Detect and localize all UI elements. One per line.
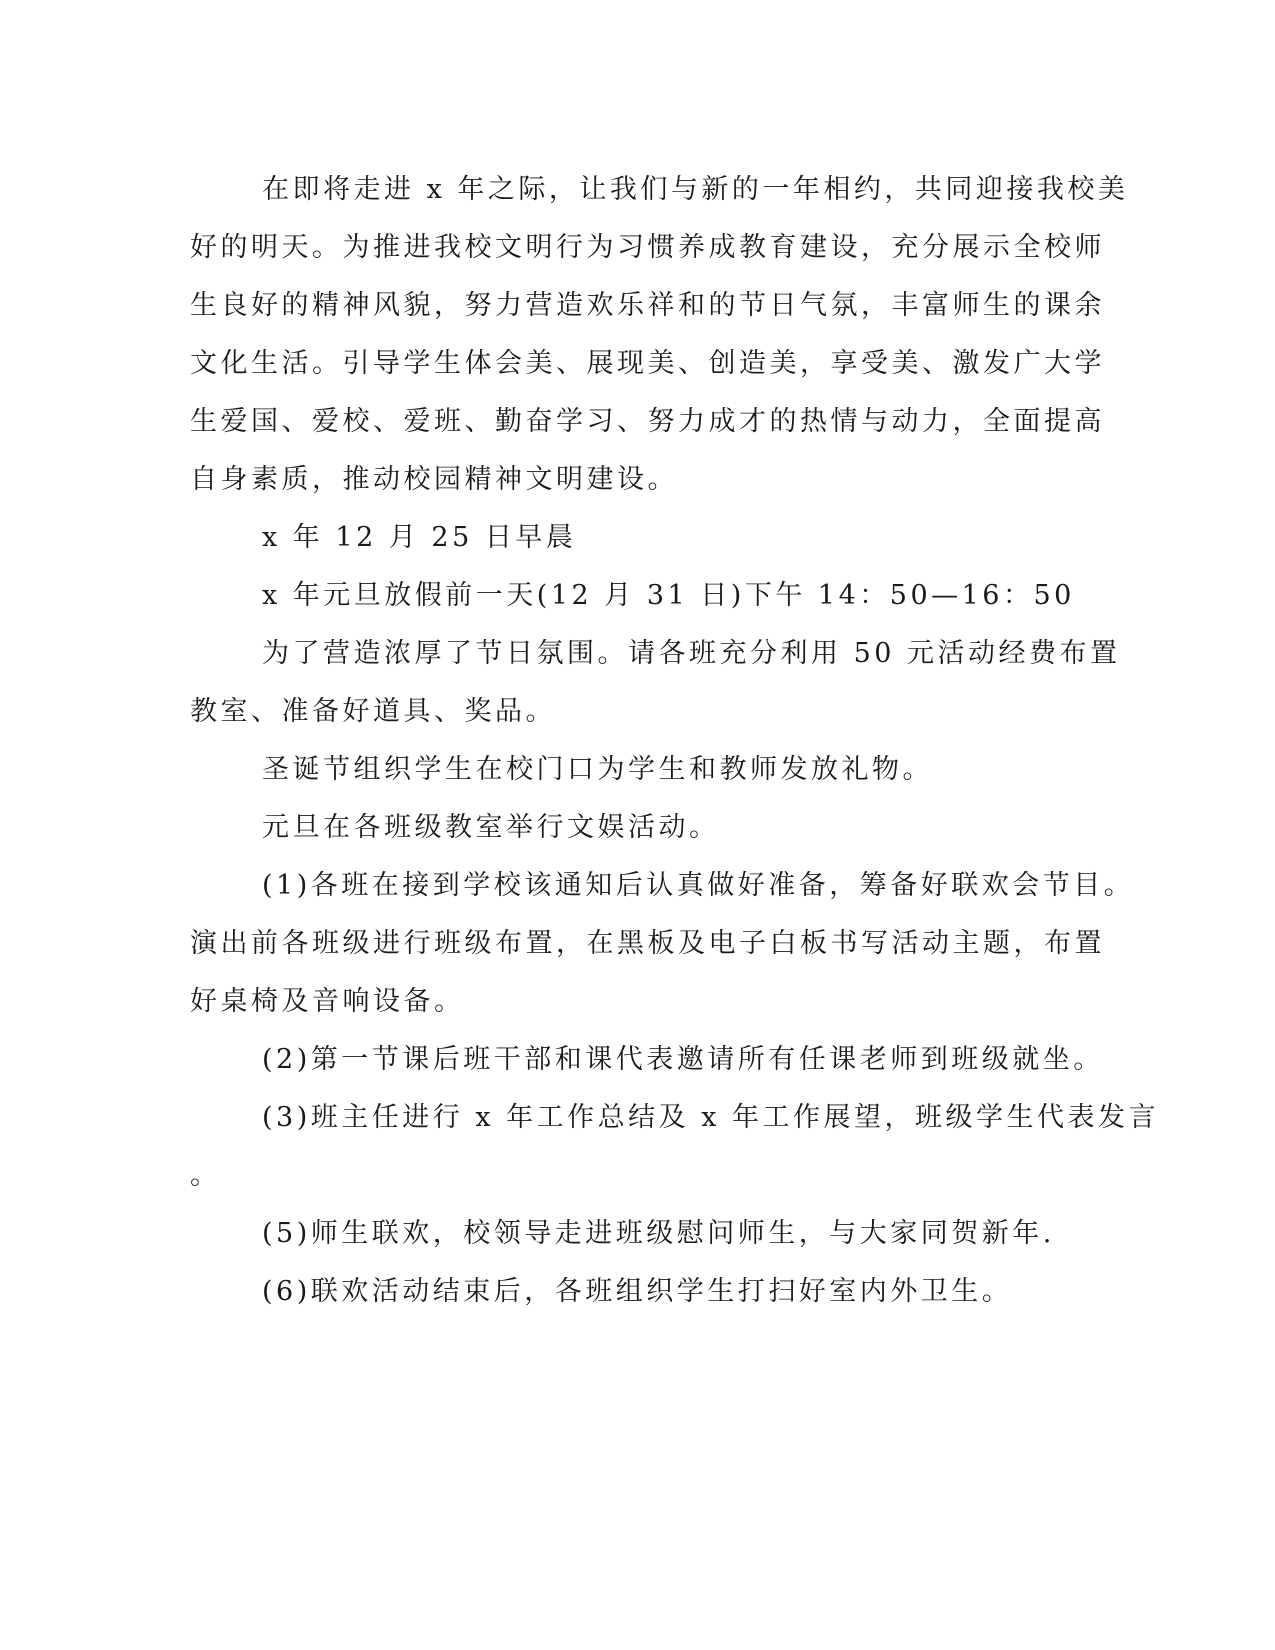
list-item-line: 演出前各班级进行班级布置，在黑板及电子白板书写活动主题，布置 [190,928,1105,959]
paragraph-line: 文化生活。引导学生体会美、展现美、创造美，享受美、激发广大学 [190,348,1105,379]
time-line: x 年元旦放假前一天(12 月 31 日)下午 14：50—16：50 [262,580,1075,611]
list-item-line: (5)师生联欢，校领导走进班级慰问师生，与大家同贺新年. [262,1218,1055,1249]
list-item-line: (1)各班在接到学校该通知后认真做好准备，筹备好联欢会节目。 [262,870,1135,901]
paragraph-line: 生爱国、爱校、爱班、勤奋学习、努力成才的热情与动力，全面提高 [190,406,1105,437]
list-item-line: (6)联欢活动结束后，各班组织学生打扫好室内外卫生。 [262,1276,1013,1307]
paragraph-line: 在即将走进 x 年之际，让我们与新的一年相约，共同迎接我校美 [262,174,1129,205]
paragraph-line: 元旦在各班级教室举行文娱活动。 [262,812,720,843]
list-item-line: 。 [190,1160,221,1191]
date-line: x 年 12 月 25 日早晨 [262,522,577,553]
list-item-line: (3)班主任进行 x 年工作总结及 x 年工作展望，班级学生代表发言 [262,1102,1160,1133]
paragraph-line: 自身素质，推动校园精神文明建设。 [190,464,678,495]
paragraph-line: 生良好的精神风貌，努力营造欢乐祥和的节日气氛，丰富师生的课余 [190,290,1105,321]
list-item-line: 好桌椅及音响设备。 [190,986,465,1017]
paragraph-line: 好的明天。为推进我校文明行为习惯养成教育建设，充分展示全校师 [190,232,1105,263]
list-item-line: (2)第一节课后班干部和课代表邀请所有任课老师到班级就坐。 [262,1044,1104,1075]
paragraph-line: 圣诞节组织学生在校门口为学生和教师发放礼物。 [262,754,933,785]
paragraph-line: 为了营造浓厚了节日氛围。请各班充分利用 50 元活动经费布置 [262,638,1121,669]
paragraph-line: 教室、准备好道具、奖品。 [190,696,556,727]
